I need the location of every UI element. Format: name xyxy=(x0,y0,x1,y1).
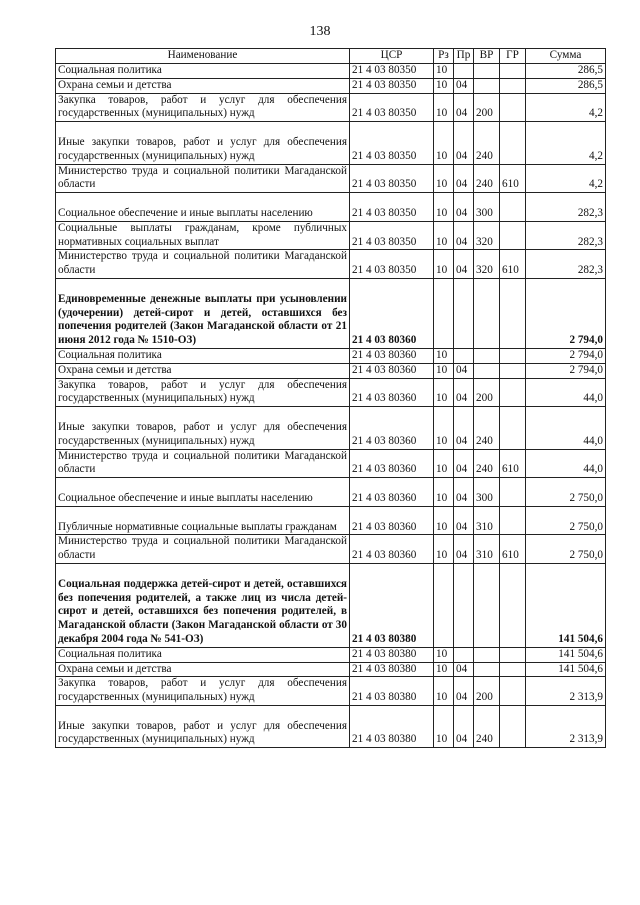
row-sum-cell: 141 504,6 xyxy=(526,647,606,662)
table-row xyxy=(56,278,606,348)
row-pr-cell: 04 xyxy=(454,164,474,193)
table-row xyxy=(56,677,606,706)
row-name-cell: Социальная политика xyxy=(56,647,350,662)
row-name-cell: Социальное обеспечение и иные выплаты населению xyxy=(56,193,350,222)
table-body xyxy=(56,64,606,748)
row-pr-cell: 04 xyxy=(454,478,474,507)
row-gr-cell xyxy=(500,647,526,662)
row-name-cell: Охрана семьи и детства xyxy=(56,363,350,378)
row-sum-cell: 2 313,9 xyxy=(526,677,606,706)
row-sum-cell: 44,0 xyxy=(526,449,606,478)
row-vr-cell xyxy=(474,348,500,363)
header-pr: Пр xyxy=(454,49,474,64)
row-vr-cell xyxy=(474,662,500,677)
row-vr-cell: 200 xyxy=(474,93,500,122)
row-vr-cell: 240 xyxy=(474,449,500,478)
table-row xyxy=(56,378,606,407)
table-row xyxy=(56,221,606,250)
row-name-cell: Охрана семьи и детства xyxy=(56,78,350,93)
row-name-cell: Министерство труда и социальной политики Магаданской области xyxy=(56,250,350,279)
row-sum-cell: 2 750,0 xyxy=(526,478,606,507)
page-number: 138 xyxy=(309,24,331,39)
table-row xyxy=(56,164,606,193)
row-pr-cell: 04 xyxy=(454,535,474,564)
row-csr-cell: 21 4 03 80360 xyxy=(350,278,434,348)
table-header-row xyxy=(56,49,606,64)
row-gr-cell xyxy=(500,407,526,449)
row-sum-cell: 2 750,0 xyxy=(526,506,606,535)
row-gr-cell xyxy=(500,363,526,378)
row-rz-cell xyxy=(434,278,454,348)
row-gr-cell: 610 xyxy=(500,535,526,564)
row-rz-cell: 10 xyxy=(434,705,454,747)
table-row xyxy=(56,407,606,449)
row-name-cell: Министерство труда и социальной политики Магаданской области xyxy=(56,535,350,564)
row-vr-cell: 240 xyxy=(474,164,500,193)
row-gr-cell: 610 xyxy=(500,250,526,279)
row-vr-cell: 240 xyxy=(474,705,500,747)
row-csr-cell: 21 4 03 80380 xyxy=(350,563,434,647)
row-gr-cell xyxy=(500,64,526,79)
row-csr-cell: 21 4 03 80360 xyxy=(350,478,434,507)
row-pr-cell: 04 xyxy=(454,250,474,279)
budget-table xyxy=(55,48,606,748)
row-sum-cell: 282,3 xyxy=(526,221,606,250)
row-name-cell: Единовременные денежные выплаты при усыновлении (удочерении) детей-сирот и детей, оставшихся без попечения родителей (Закон Магаданской области от 21 июня 2012 года № 1510-ОЗ) xyxy=(56,278,350,348)
row-csr-cell: 21 4 03 80360 xyxy=(350,506,434,535)
row-name-cell: Министерство труда и социальной политики Магаданской области xyxy=(56,449,350,478)
table-row xyxy=(56,193,606,222)
table-row xyxy=(56,64,606,79)
table-row xyxy=(56,478,606,507)
row-name-cell: Социальная политика xyxy=(56,64,350,79)
row-rz-cell: 10 xyxy=(434,164,454,193)
row-rz-cell: 10 xyxy=(434,348,454,363)
row-rz-cell: 10 xyxy=(434,93,454,122)
row-rz-cell: 10 xyxy=(434,506,454,535)
row-rz-cell: 10 xyxy=(434,221,454,250)
row-rz-cell: 10 xyxy=(434,647,454,662)
table-row xyxy=(56,78,606,93)
row-csr-cell: 21 4 03 80350 xyxy=(350,78,434,93)
row-pr-cell: 04 xyxy=(454,677,474,706)
row-sum-cell: 4,2 xyxy=(526,122,606,164)
row-vr-cell: 200 xyxy=(474,677,500,706)
row-pr-cell xyxy=(454,278,474,348)
row-rz-cell: 10 xyxy=(434,193,454,222)
row-sum-cell: 44,0 xyxy=(526,407,606,449)
row-pr-cell: 04 xyxy=(454,506,474,535)
row-sum-cell: 44,0 xyxy=(526,378,606,407)
row-csr-cell: 21 4 03 80360 xyxy=(350,449,434,478)
row-vr-cell xyxy=(474,278,500,348)
row-sum-cell: 282,3 xyxy=(526,193,606,222)
row-gr-cell xyxy=(500,478,526,507)
row-gr-cell xyxy=(500,378,526,407)
row-vr-cell xyxy=(474,563,500,647)
row-rz-cell: 10 xyxy=(434,122,454,164)
row-gr-cell xyxy=(500,93,526,122)
row-rz-cell: 10 xyxy=(434,78,454,93)
row-gr-cell xyxy=(500,662,526,677)
row-csr-cell: 21 4 03 80380 xyxy=(350,647,434,662)
row-vr-cell: 200 xyxy=(474,378,500,407)
header-rz: Рз xyxy=(434,49,454,64)
row-rz-cell: 10 xyxy=(434,363,454,378)
row-gr-cell xyxy=(500,705,526,747)
table-row xyxy=(56,348,606,363)
row-pr-cell: 04 xyxy=(454,705,474,747)
row-name-cell: Социальные выплаты гражданам, кроме публичных нормативных социальных выплат xyxy=(56,221,350,250)
row-gr-cell xyxy=(500,506,526,535)
row-name-cell: Иные закупки товаров, работ и услуг для обеспечения государственных (муниципальных) нужд xyxy=(56,122,350,164)
row-vr-cell: 300 xyxy=(474,193,500,222)
row-csr-cell: 21 4 03 80360 xyxy=(350,378,434,407)
row-pr-cell: 04 xyxy=(454,122,474,164)
row-gr-cell: 610 xyxy=(500,164,526,193)
row-sum-cell: 282,3 xyxy=(526,250,606,279)
row-csr-cell: 21 4 03 80360 xyxy=(350,535,434,564)
row-sum-cell: 141 504,6 xyxy=(526,563,606,647)
table-row xyxy=(56,363,606,378)
row-sum-cell: 2 794,0 xyxy=(526,278,606,348)
row-csr-cell: 21 4 03 80350 xyxy=(350,164,434,193)
row-csr-cell: 21 4 03 80350 xyxy=(350,250,434,279)
row-name-cell: Иные закупки товаров, работ и услуг для обеспечения государственных (муниципальных) нужд xyxy=(56,705,350,747)
table-row xyxy=(56,250,606,279)
row-rz-cell: 10 xyxy=(434,535,454,564)
row-gr-cell xyxy=(500,563,526,647)
row-vr-cell xyxy=(474,647,500,662)
row-gr-cell xyxy=(500,193,526,222)
row-rz-cell: 10 xyxy=(434,478,454,507)
row-name-cell: Иные закупки товаров, работ и услуг для обеспечения государственных (муниципальных) нужд xyxy=(56,407,350,449)
row-rz-cell: 10 xyxy=(434,250,454,279)
row-name-cell: Социальное обеспечение и иные выплаты населению xyxy=(56,478,350,507)
row-sum-cell: 286,5 xyxy=(526,64,606,79)
row-vr-cell: 240 xyxy=(474,407,500,449)
table-row xyxy=(56,647,606,662)
row-rz-cell: 10 xyxy=(434,64,454,79)
row-rz-cell: 10 xyxy=(434,677,454,706)
row-name-cell: Министерство труда и социальной политики Магаданской области xyxy=(56,164,350,193)
row-sum-cell: 2 794,0 xyxy=(526,348,606,363)
table-row xyxy=(56,449,606,478)
row-pr-cell: 04 xyxy=(454,363,474,378)
row-vr-cell xyxy=(474,64,500,79)
row-csr-cell: 21 4 03 80380 xyxy=(350,662,434,677)
table-row xyxy=(56,122,606,164)
row-rz-cell: 10 xyxy=(434,662,454,677)
row-name-cell: Публичные нормативные социальные выплаты гражданам xyxy=(56,506,350,535)
row-csr-cell: 21 4 03 80360 xyxy=(350,348,434,363)
table-row xyxy=(56,535,606,564)
row-pr-cell: 04 xyxy=(454,378,474,407)
row-csr-cell: 21 4 03 80350 xyxy=(350,64,434,79)
header-vr: ВР xyxy=(474,49,500,64)
header-csr: ЦСР xyxy=(350,49,434,64)
row-gr-cell xyxy=(500,78,526,93)
row-vr-cell xyxy=(474,363,500,378)
row-csr-cell: 21 4 03 80380 xyxy=(350,705,434,747)
row-vr-cell xyxy=(474,78,500,93)
row-pr-cell xyxy=(454,647,474,662)
row-vr-cell: 240 xyxy=(474,122,500,164)
row-gr-cell: 610 xyxy=(500,449,526,478)
header-name: Наименование xyxy=(56,49,350,64)
row-pr-cell: 04 xyxy=(454,78,474,93)
row-csr-cell: 21 4 03 80350 xyxy=(350,193,434,222)
row-csr-cell: 21 4 03 80360 xyxy=(350,407,434,449)
row-pr-cell: 04 xyxy=(454,449,474,478)
row-rz-cell xyxy=(434,563,454,647)
row-rz-cell: 10 xyxy=(434,378,454,407)
row-vr-cell: 300 xyxy=(474,478,500,507)
row-sum-cell: 4,2 xyxy=(526,164,606,193)
row-csr-cell: 21 4 03 80350 xyxy=(350,221,434,250)
row-gr-cell xyxy=(500,122,526,164)
row-name-cell: Закупка товаров, работ и услуг для обеспечения государственных (муниципальных) нужд xyxy=(56,378,350,407)
row-name-cell: Социальная политика xyxy=(56,348,350,363)
row-csr-cell: 21 4 03 80350 xyxy=(350,93,434,122)
table-row xyxy=(56,563,606,647)
row-vr-cell: 310 xyxy=(474,535,500,564)
table-row xyxy=(56,93,606,122)
header-gr: ГР xyxy=(500,49,526,64)
row-pr-cell: 04 xyxy=(454,221,474,250)
row-sum-cell: 286,5 xyxy=(526,78,606,93)
row-pr-cell xyxy=(454,64,474,79)
row-name-cell: Закупка товаров, работ и услуг для обеспечения государственных (муниципальных) нужд xyxy=(56,93,350,122)
table-row xyxy=(56,662,606,677)
row-rz-cell: 10 xyxy=(434,407,454,449)
row-gr-cell xyxy=(500,677,526,706)
row-sum-cell: 2 750,0 xyxy=(526,535,606,564)
row-gr-cell xyxy=(500,278,526,348)
header-sum: Сумма xyxy=(526,49,606,64)
row-csr-cell: 21 4 03 80380 xyxy=(350,677,434,706)
row-rz-cell: 10 xyxy=(434,449,454,478)
row-gr-cell xyxy=(500,221,526,250)
row-sum-cell: 141 504,6 xyxy=(526,662,606,677)
row-sum-cell: 4,2 xyxy=(526,93,606,122)
row-gr-cell xyxy=(500,348,526,363)
table-row xyxy=(56,705,606,747)
row-vr-cell: 320 xyxy=(474,221,500,250)
table-row xyxy=(56,506,606,535)
row-vr-cell: 310 xyxy=(474,506,500,535)
row-csr-cell: 21 4 03 80360 xyxy=(350,363,434,378)
row-name-cell: Социальная поддержка детей-сирот и детей, оставшихся без попечения родителей, а также лиц из числа детей-сирот и детей, оставшихся без попечения родителей, в Магаданской области (Закон Магаданской области от 30 декабря 2004 года № 541-ОЗ) xyxy=(56,563,350,647)
row-vr-cell: 320 xyxy=(474,250,500,279)
row-name-cell: Охрана семьи и детства xyxy=(56,662,350,677)
row-sum-cell: 2 794,0 xyxy=(526,363,606,378)
row-pr-cell: 04 xyxy=(454,193,474,222)
row-pr-cell: 04 xyxy=(454,93,474,122)
row-pr-cell: 04 xyxy=(454,407,474,449)
row-sum-cell: 2 313,9 xyxy=(526,705,606,747)
row-csr-cell: 21 4 03 80350 xyxy=(350,122,434,164)
row-pr-cell xyxy=(454,348,474,363)
row-pr-cell xyxy=(454,563,474,647)
row-pr-cell: 04 xyxy=(454,662,474,677)
row-name-cell: Закупка товаров, работ и услуг для обеспечения государственных (муниципальных) нужд xyxy=(56,677,350,706)
